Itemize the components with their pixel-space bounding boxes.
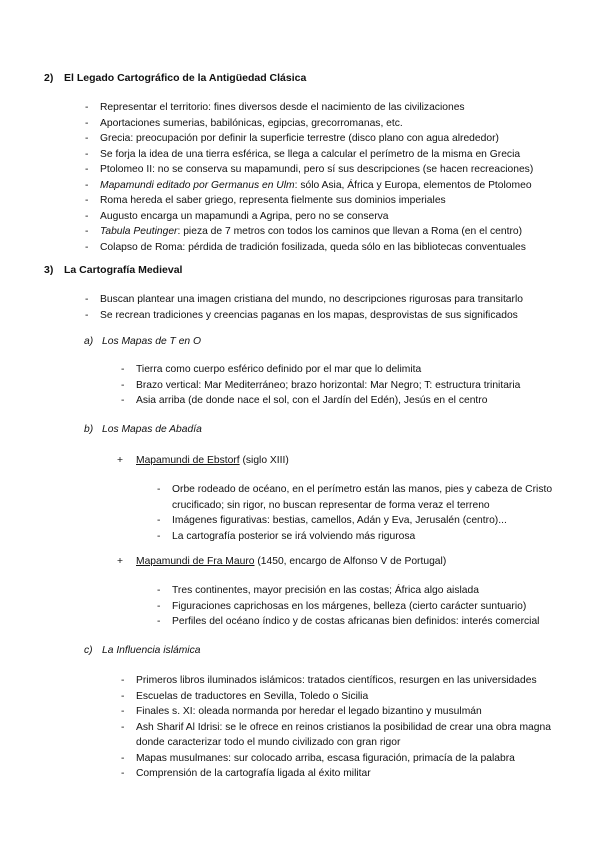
- list-item: - Mapas musulmanes: sur colocado arriba, escasa figuración, primacía de la palabra: [121, 752, 515, 764]
- list-item: - Representar el territorio: fines diversos desde el nacimiento de las civilizaciones: [85, 102, 465, 113]
- list-item: - Comprensión de la cartografía ligada al éxito militar: [121, 768, 371, 779]
- list-item: - Mapamundi editado por Germanus en Ulm: sólo Asia, África y Europa, elementos de Ptolomeo: [85, 179, 532, 191]
- list-item: - Ash Sharif Al Idrisi: se le ofrece en reinos cristianos la posibilidad de crear una obra magna donde caracterizar todo el mundo civilizado con gran rigor: [121, 721, 551, 748]
- list-item: - Orbe rodeado de océano, en el perímetro están las manos, pies y cabeza de Cristo crucificado; sin rigor, no buscan representar de forma veraz el terreno: [157, 484, 553, 511]
- ebstorf-list: [157, 482, 572, 544]
- list-item: - Primeros libros iluminados islámicos: tratados científicos, resurgen en las universidades: [121, 675, 537, 686]
- section-2-number: 2): [44, 72, 54, 84]
- fra-mauro-entry: [117, 554, 447, 570]
- list-item: - Tres continentes, mayor precisión en las costas; África algo aislada: [157, 585, 479, 596]
- ebstorf-entry: [117, 453, 289, 469]
- list-item: - Roma hereda el saber griego, representa fielmente sus dominios imperiales: [85, 195, 446, 206]
- list-item: - Grecia: preocupación por definir la superficie terrestre (disco plano con agua alrededor): [85, 133, 499, 144]
- list-item: - Brazo vertical: Mar Mediterráneo; brazo horizontal: Mar Negro; T: estructura trinitaria: [121, 379, 521, 391]
- subsection-c-list: [121, 673, 576, 782]
- section-2-heading: [44, 72, 306, 84]
- list-item: - Buscan plantear una imagen cristiana del mundo, no descripciones rigurosas para transitarlo: [85, 294, 523, 305]
- list-item: - Asia arriba (de donde nace el sol, con el Jardín del Edén), Jesús en el centro: [121, 395, 488, 406]
- list-item: - Escuelas de traductores en Sevilla, Toledo o Sicilia: [121, 690, 369, 702]
- list-item: - Se forja la idea de una tierra esférica, se llega a calcular el perímetro de la misma en Grecia: [85, 148, 521, 160]
- list-item: - Se recrean tradiciones y creencias paganas en los mapas, desprovistas de sus significados: [85, 309, 518, 321]
- list-item: - Figuraciones caprichosas en los márgenes, belleza (cierto carácter suntuario): [157, 600, 527, 612]
- list-item: - Aportaciones sumerias, babilónicas, egipcias, grecorromanas, etc.: [85, 117, 403, 129]
- list-item: - Imágenes figurativas: bestias, camellos, Adán y Eva, Jerusalén (centro)...: [157, 515, 507, 526]
- list-item: - Finales s. XI: oleada normanda por heredar el legado bizantino y musulmán: [121, 706, 482, 717]
- section-3-number: 3): [44, 264, 54, 276]
- list-item: + Mapamundi de Ebstorf (siglo XIII): [117, 455, 289, 466]
- subsection-a-heading: a) Los Mapas de T en O: [84, 336, 202, 347]
- list-item: - Tabula Peutinger: pieza de 7 metros con todos los caminos que llevan a Roma (en el centro): [85, 226, 523, 237]
- list-item: + Mapamundi de Fra Mauro (1450, encargo de Alfonso V de Portugal): [117, 556, 447, 567]
- fra-mauro-list: [157, 583, 572, 630]
- section-3-heading: [44, 264, 182, 276]
- list-item: - Perfiles del océano índico y de costas africanas bien definidos: interés comercial: [157, 616, 540, 627]
- section-3-list: [85, 292, 523, 323]
- list-item: - Colapso de Roma: pérdida de tradición fosilizada, queda sólo en las bibliotecas conventuales: [85, 241, 526, 253]
- list-item: - Tierra como cuerpo esférico definido por el mar que lo delimita: [121, 364, 422, 375]
- section-2-title: El Legado Cartográfico de la Antigüedad Clásica: [64, 72, 307, 84]
- section-2-list: [85, 100, 534, 255]
- section-3-title: La Cartografía Medieval: [64, 264, 183, 276]
- subsection-c-heading: c) La Influencia islámica: [84, 645, 201, 656]
- list-item: - La cartografía posterior se irá volviendo más rigurosa: [157, 530, 416, 542]
- subsection-b-heading: b) Los Mapas de Abadía: [84, 424, 202, 435]
- list-item: - Augusto encarga un mapamundi a Agripa, pero no se conserva: [85, 210, 389, 222]
- list-item: - Ptolomeo II: no se conserva su mapamundi, pero sí sus descripciones (se hacen recreaciones): [85, 164, 534, 175]
- subsection-a-list: [121, 362, 521, 409]
